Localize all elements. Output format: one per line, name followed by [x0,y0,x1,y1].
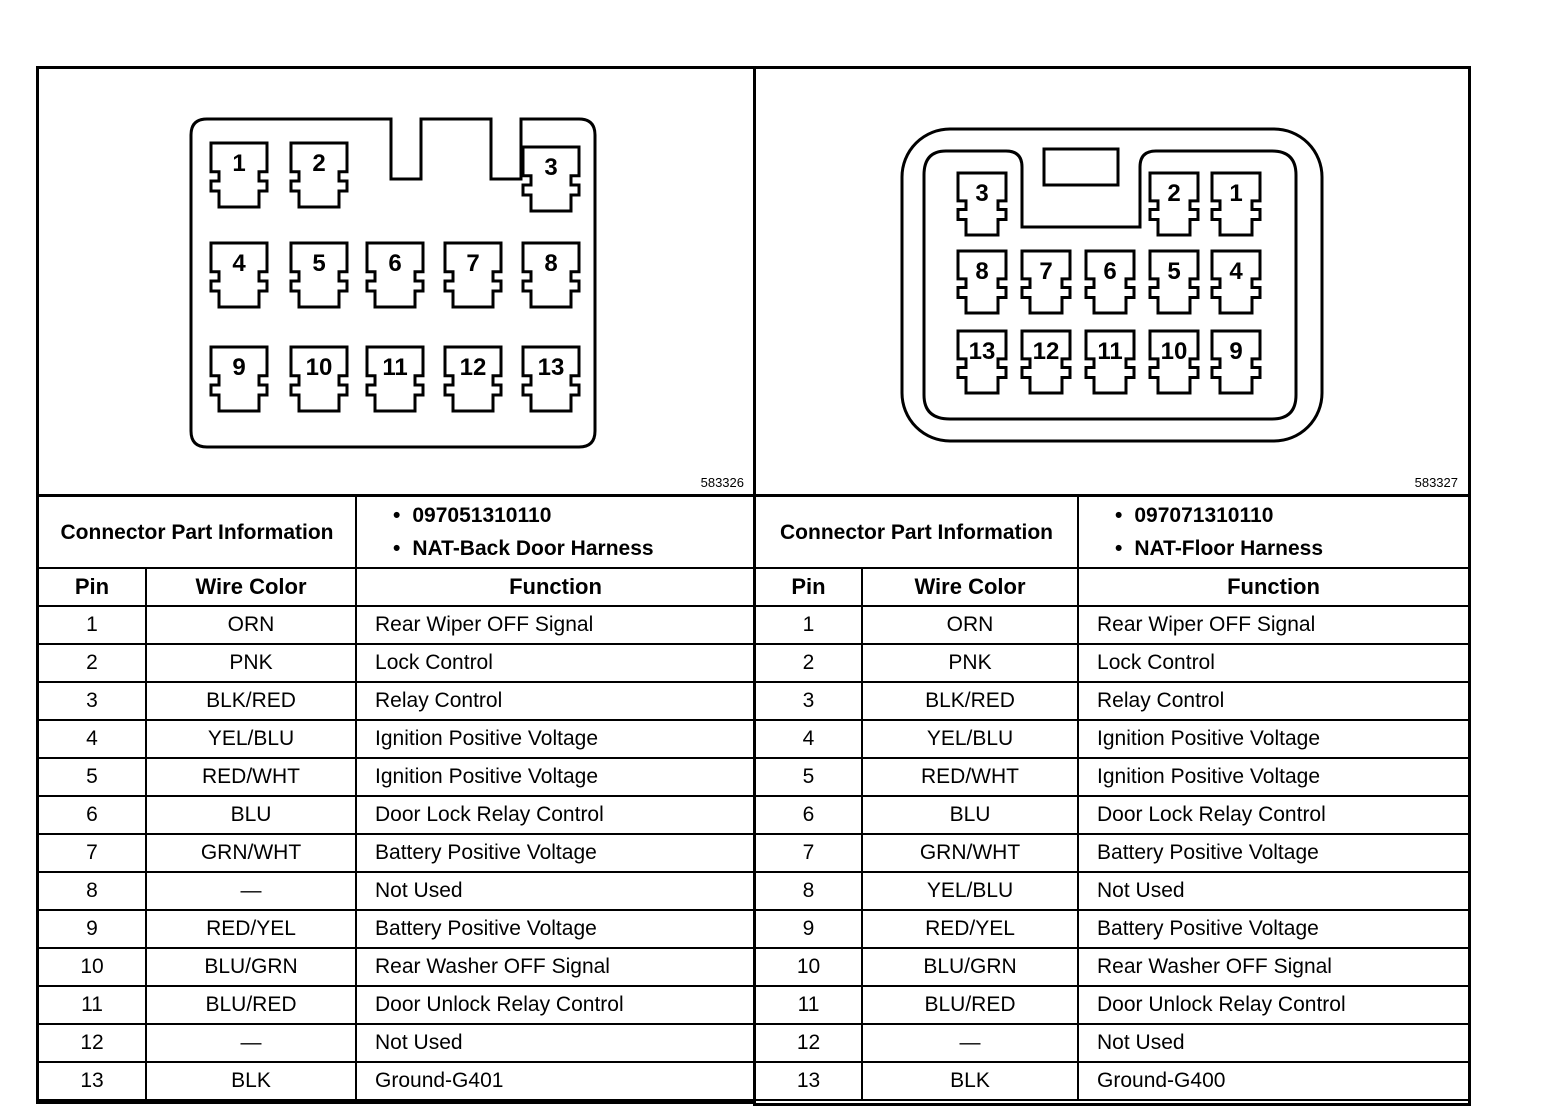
pin-number-cell: 8 [39,872,146,910]
pin-number-cell: 4 [756,720,862,758]
pin-number-label: 6 [1103,258,1117,285]
pin-number-label: 6 [388,250,402,277]
table-row [756,1062,1468,1100]
wire-color-cell: RED/YEL [146,910,356,948]
pin-number-label: 5 [312,250,326,277]
pin-cavity [1150,251,1198,313]
function-cell: Ground-G400 [1078,1062,1468,1100]
column-header-pin: Pin [756,568,862,606]
pin-number-cell: 9 [39,910,146,948]
wire-color-cell: — [862,1024,1078,1062]
table-row [39,796,754,834]
pin-number-cell: 9 [756,910,862,948]
pin-cavity [1086,331,1134,393]
pin-number-cell: 12 [39,1024,146,1062]
connector-face-diagram [39,69,754,497]
wire-color-cell: YEL/BLU [146,720,356,758]
diagram-reference-number: 583326 [700,475,744,490]
function-cell: Door Unlock Relay Control [1078,986,1468,1024]
pin-number-label: 11 [1097,338,1123,365]
function-cell: Rear Wiper OFF Signal [356,606,754,644]
table-row [39,986,754,1024]
pin-number-cell: 8 [756,872,862,910]
pin-number-cell: 7 [756,834,862,872]
connector-face-svg [39,69,754,494]
column-header-wire-color: Wire Color [862,568,1078,606]
pin-cavity [211,143,267,207]
pin-number-cell: 7 [39,834,146,872]
pin-number-cell: 11 [756,986,862,1024]
pin-number-label: 2 [1167,180,1181,207]
pin-number-cell: 3 [756,682,862,720]
table-row [756,910,1468,948]
pinout-table [756,497,1468,1101]
pin-number-label: 8 [975,258,989,285]
connector-housing-outline [191,119,595,447]
function-cell: Rear Washer OFF Signal [356,948,754,986]
pin-number-cell: 13 [756,1062,862,1100]
table-row [39,758,754,796]
pin-number-label: 10 [305,354,333,381]
function-cell: Ignition Positive Voltage [1078,720,1468,758]
column-header-function: Function [356,568,754,606]
wire-color-cell: ORN [146,606,356,644]
wire-color-cell: YEL/BLU [862,872,1078,910]
pin-number-cell: 5 [756,758,862,796]
table-row [39,948,754,986]
pin-number-cell: 10 [756,948,862,986]
pin-number-cell: 2 [756,644,862,682]
pin-cavity [367,243,423,307]
pin-cavity [1212,173,1260,235]
wire-color-cell: — [146,872,356,910]
function-cell: Rear Washer OFF Signal [1078,948,1468,986]
function-cell: Not Used [1078,872,1468,910]
pin-number-label: 3 [544,154,558,181]
table-row [756,796,1468,834]
wire-color-cell: — [146,1024,356,1062]
table-row [756,606,1468,644]
pin-cavity [523,147,579,211]
function-cell: Ground-G401 [356,1062,754,1100]
wire-color-cell: GRN/WHT [146,834,356,872]
pin-number-cell: 1 [756,606,862,644]
function-cell: Not Used [1078,1024,1468,1062]
function-cell: Not Used [356,1024,754,1062]
pin-cavity [958,331,1006,393]
pin-cavity [291,243,347,307]
wire-color-cell: BLK/RED [146,682,356,720]
function-cell: Door Lock Relay Control [356,796,754,834]
pin-number-label: 13 [968,338,996,365]
connector-part-info-values [1078,497,1468,568]
pin-cavity [291,143,347,207]
table-row [39,834,754,872]
function-cell: Relay Control [356,682,754,720]
pin-number-label: 12 [1032,338,1060,365]
pin-cavity [445,243,501,307]
pin-number-label: 7 [1039,258,1053,285]
table-row [756,682,1468,720]
connector-face-diagram [756,69,1468,497]
table-row [39,644,754,682]
pin-cavity [367,347,423,411]
column-header-pin: Pin [39,568,146,606]
pin-cavity [1086,251,1134,313]
function-cell: Ignition Positive Voltage [1078,758,1468,796]
connector-face-svg [756,69,1468,494]
lock-tab [1044,149,1118,185]
table-row [756,872,1468,910]
pin-number-cell: 11 [39,986,146,1024]
pin-number-label: 4 [232,250,246,277]
pin-number-label: 1 [1229,180,1243,207]
table-row [39,872,754,910]
pin-number-label: 11 [382,354,408,381]
pin-cavity [1150,173,1198,235]
table-row [756,986,1468,1024]
pin-number-cell: 4 [39,720,146,758]
function-cell: Relay Control [1078,682,1468,720]
wire-color-cell: ORN [862,606,1078,644]
connector-part-info-label: Connector Part Information [756,497,1078,568]
pin-number-label: 7 [466,250,480,277]
connector-part-info-label: Connector Part Information [39,497,356,568]
function-cell: Battery Positive Voltage [1078,834,1468,872]
pin-number-label: 13 [537,354,565,381]
table-row [756,758,1468,796]
pin-number-cell: 2 [39,644,146,682]
table-row [39,720,754,758]
pin-number-label: 9 [232,354,246,381]
function-cell: Battery Positive Voltage [356,910,754,948]
function-cell: Battery Positive Voltage [356,834,754,872]
table-row [39,1062,754,1100]
pin-number-label: 3 [975,180,989,207]
wire-color-cell: BLK [146,1062,356,1100]
wire-color-cell: BLU [146,796,356,834]
function-cell: Door Unlock Relay Control [356,986,754,1024]
pin-cavity [1022,331,1070,393]
table-row [39,682,754,720]
function-cell: Lock Control [356,644,754,682]
pin-number-label: 4 [1229,258,1243,285]
pin-cavity [523,243,579,307]
table-row [756,720,1468,758]
pin-number-cell: 12 [756,1024,862,1062]
wire-color-cell: RED/WHT [862,758,1078,796]
pin-number-label: 10 [1160,338,1188,365]
pin-cavity [211,243,267,307]
pin-cavity [1022,251,1070,313]
table-row [756,948,1468,986]
pin-number-label: 2 [312,150,326,177]
column-header-function: Function [1078,568,1468,606]
pin-number-cell: 6 [756,796,862,834]
pin-cavity [1212,251,1260,313]
wire-color-cell: BLU/RED [146,986,356,1024]
wire-color-cell: RED/YEL [862,910,1078,948]
function-cell: Ignition Positive Voltage [356,720,754,758]
pin-cavity [445,347,501,411]
connector-info-row [756,497,1468,568]
part-number: • 097071310110 [1119,499,1468,532]
wire-color-cell: BLU/RED [862,986,1078,1024]
pin-number-cell: 1 [39,606,146,644]
function-cell: Door Lock Relay Control [1078,796,1468,834]
part-number: • 097051310110 [397,499,754,532]
table-row [756,644,1468,682]
connector-part-info-values [356,497,754,568]
table-row [39,910,754,948]
pin-number-label: 9 [1229,338,1243,365]
column-header-row [756,568,1468,606]
function-cell: Battery Positive Voltage [1078,910,1468,948]
diagram-reference-number: 583327 [1414,475,1458,490]
connector-info-row [39,497,754,568]
wire-color-cell: BLU/GRN [862,948,1078,986]
pin-number-cell: 13 [39,1062,146,1100]
table-row [756,1024,1468,1062]
pin-cavity [291,347,347,411]
connector-panel-floor [753,66,1471,1106]
table-row [39,606,754,644]
wire-color-cell: GRN/WHT [862,834,1078,872]
function-cell: Lock Control [1078,644,1468,682]
pin-number-label: 1 [232,150,246,177]
harness-name: • NAT-Back Door Harness [397,532,754,565]
pin-number-label: 12 [459,354,487,381]
pin-number-cell: 10 [39,948,146,986]
pin-number-label: 5 [1167,258,1181,285]
function-cell: Rear Wiper OFF Signal [1078,606,1468,644]
pinout-table [39,497,754,1101]
column-header-wire-color: Wire Color [146,568,356,606]
wire-color-cell: BLU/GRN [146,948,356,986]
pin-number-cell: 3 [39,682,146,720]
pin-cavity [211,347,267,411]
connector-panel-back-door [36,66,757,1104]
wire-color-cell: BLK/RED [862,682,1078,720]
wire-color-cell: PNK [862,644,1078,682]
harness-name: • NAT-Floor Harness [1119,532,1468,565]
pin-number-cell: 5 [39,758,146,796]
pin-cavity [958,251,1006,313]
pin-cavity [1212,331,1260,393]
wire-color-cell: YEL/BLU [862,720,1078,758]
pin-cavity [958,173,1006,235]
function-cell: Not Used [356,872,754,910]
function-cell: Ignition Positive Voltage [356,758,754,796]
pin-number-label: 8 [544,250,558,277]
table-row [756,834,1468,872]
column-header-row [39,568,754,606]
pin-number-cell: 6 [39,796,146,834]
wire-color-cell: BLU [862,796,1078,834]
pin-cavity [523,347,579,411]
wire-color-cell: PNK [146,644,356,682]
wire-color-cell: BLK [862,1062,1078,1100]
wire-color-cell: RED/WHT [146,758,356,796]
pin-cavity [1150,331,1198,393]
table-row [39,1024,754,1062]
